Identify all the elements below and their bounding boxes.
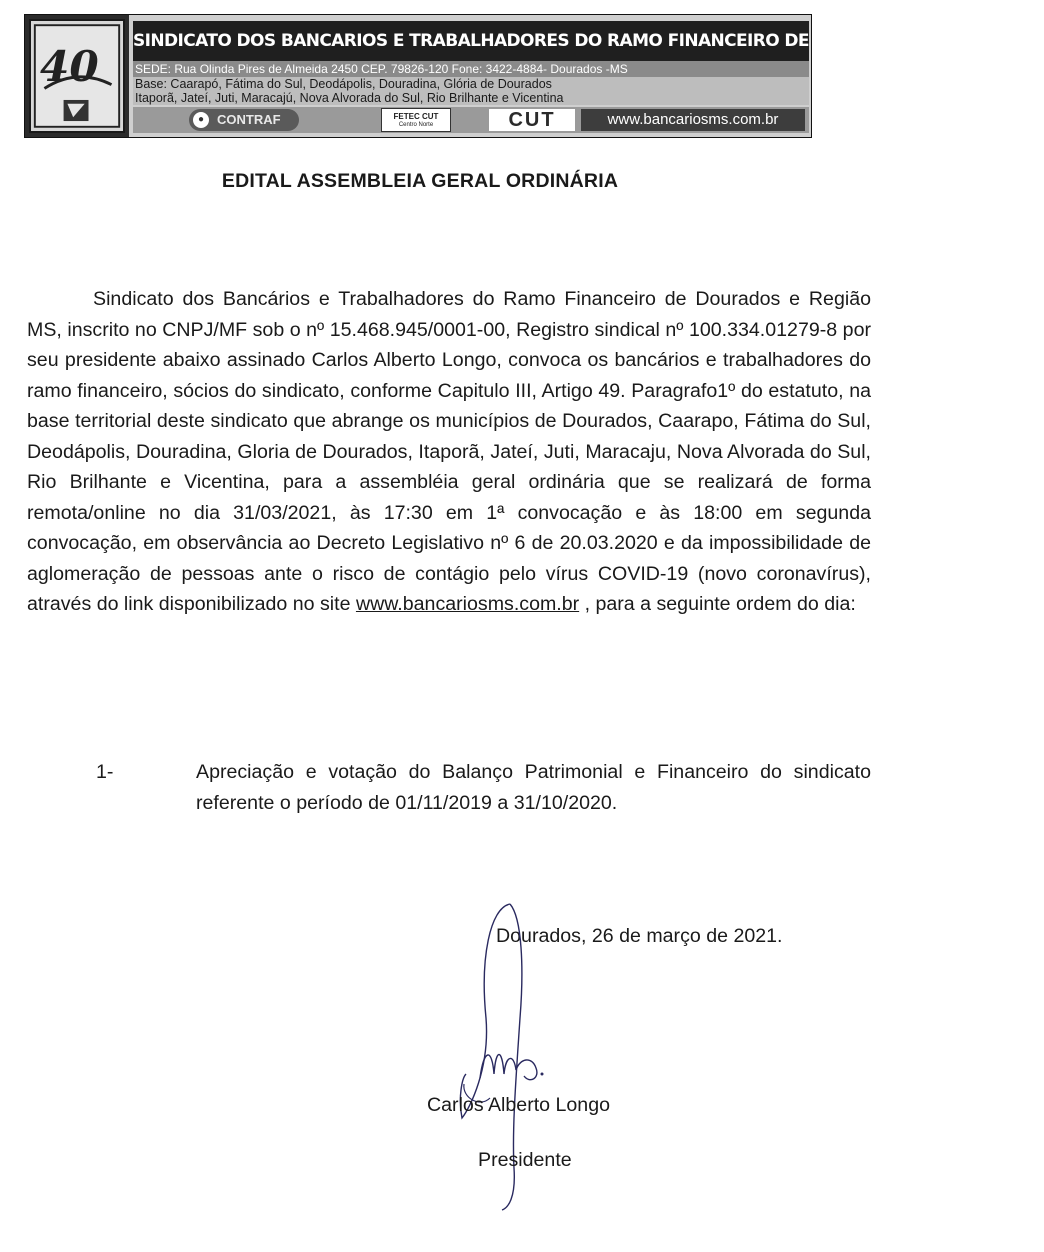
letterhead-website: www.bancariosms.com.br bbox=[581, 109, 805, 131]
signer-name: Carlos Alberto Longo bbox=[427, 1094, 610, 1116]
union-40-years-logo bbox=[29, 19, 125, 133]
agenda-item-number: 1- bbox=[96, 761, 114, 783]
document-title: EDITAL ASSEMBLEIA GERAL ORDINÁRIA bbox=[221, 170, 619, 192]
letterhead-banner bbox=[129, 15, 1044, 137]
fetec-label: FETEC CUT bbox=[393, 112, 439, 121]
place-and-date: Dourados, 26 de março de 2021. bbox=[496, 925, 783, 947]
contraf-logo bbox=[189, 109, 299, 131]
letterhead bbox=[24, 14, 1044, 138]
territorial-base-line-2: Itaporã, Jateí, Juti, Maracajú, Nova Alvorada do Sul, Rio Brilhante e Vicentina bbox=[135, 91, 564, 105]
territorial-base bbox=[133, 77, 809, 105]
logo-graphic bbox=[31, 21, 123, 131]
fetec-sublabel: Centro Norte bbox=[398, 122, 434, 128]
signer-role: Presidente bbox=[478, 1149, 572, 1171]
paragraph-text: Sindicato dos Bancários e Trabalhadores do Ramo Financeiro de Dourados e Região MS, inscrito no CNPJ/MF sob o nº 15.468.945/0001-00, Registro sindical nº 100.334.01279-8 por seu presidente abaixo assinado Carlos Alberto Longo, convoca os bancários e trabalhadores do ramo financeiro, sócios do sindicato, conforme Capitulo III, Artigo 49. Paragrafo1º do estatuto, na base territorial deste sindicato que abrange os municípios de Dourados, Caarapo, Fátima do Sul, Deodápolis, Douradina, Gloria de Dourados, Itaporã, Jateí, Juti, Maracaju, Nova Alvorada do Sul, Rio Brilhante e Vicentina, para a assembléia geral ordinária que se realizará de forma remota/online no dia 31/03/2021, às 17:30 em 1ª convocação e às 18:00 em segunda convocação, em observância ao Decreto Legislativo nº 6 de 20.03.2020 e da impossibilidade de aglomeração de pessoas ante o risco de contágio pelo vírus COVID-19 (novo coronavírus), através do link disponibilizado no site bbox=[27, 288, 871, 615]
contraf-icon: ● bbox=[193, 112, 209, 128]
notice-paragraph bbox=[27, 284, 871, 620]
fetec-cut-logo bbox=[381, 108, 451, 132]
paragraph-ending: , para a seguinte ordem do dia: bbox=[579, 593, 856, 615]
affiliations-strip bbox=[133, 107, 809, 133]
agenda-item-text: Apreciação e votação do Balanço Patrimonial e Financeiro do sindicato referente o período de 01/11/2019 a 31/10/2020. bbox=[196, 761, 871, 814]
union-name: SINDICATO DOS BANCARIOS E TRABALHADORES DO RAMO FINANCEIRO DE DOURADOS E REGIAO-MS bbox=[133, 21, 809, 61]
territorial-base-line-1: Base: Caarapó, Fátima do Sul, Deodápolis, Douradina, Glória de Dourados bbox=[135, 77, 552, 91]
headquarters-address: SEDE: Rua Olinda Pires de Almeida 2450 CEP. 79826-120 Fone: 3422-4884- Dourados -MS bbox=[133, 61, 809, 77]
svg-text:40: 40 bbox=[39, 40, 99, 91]
contraf-label: CONTRAF bbox=[217, 112, 281, 127]
website-link[interactable]: www.bancariosms.com.br bbox=[355, 593, 580, 615]
cut-logo: CUT bbox=[489, 109, 575, 131]
